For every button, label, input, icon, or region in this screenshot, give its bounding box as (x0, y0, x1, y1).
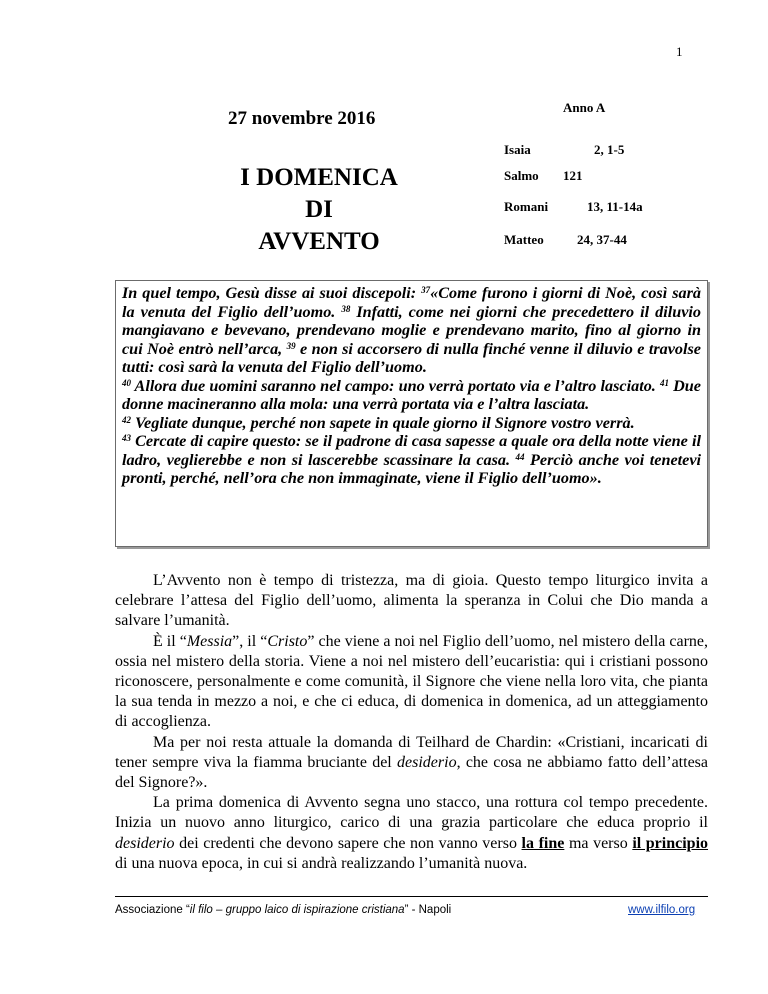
gospel-passage-box (115, 280, 708, 547)
footer-org-name: il filo – gruppo laico di ispirazione cristiana (189, 904, 405, 916)
gospel-text: «Come furono i giorni di Noè, così sarà la venuta del Figlio dell’uomo. (122, 284, 701, 321)
commentary-text: La prima domenica di Avvento segna uno stacco, una rottura col tempo precedente. Inizia un nuovo anno liturgico, carico di una grazia particolare che educa proprio il (115, 794, 708, 832)
commentary-text: , che cosa ne abbiamo fatto dell’attesa del Signore?». (115, 753, 708, 792)
commentary-paragraph: L’Avvento non è tempo di tristezza, ma di gioia. Questo tempo liturgico invita a celebrare l’attesa del Figlio dell’uomo, alimenta la speranza in Colui che Dio manda a salvare l’umanità. (115, 572, 708, 630)
commentary-text: di una nuova epoca, in cui si andrà realizzando l’umanità nuova. (115, 854, 528, 872)
reading-book: Matteo (504, 232, 544, 247)
gospel-text: Vegliate dunque, perché non sapete in quale giorno il Signore vostro verrà. (131, 413, 635, 432)
gospel-text: e non si accorsero di nulla finché venne il diluvio e travolse tutti: così sarà la venuta del Figlio dell’uomo. (122, 339, 701, 376)
emphasis-messia: Messia (186, 632, 233, 650)
commentary-text: Ma per noi resta attuale la domanda di Teilhard de Chardin: «Cristiani, incaricati di tener sempre viva la fiamma bruciante del (115, 733, 708, 771)
commentary (115, 571, 708, 874)
verse-number: 38 (341, 303, 351, 314)
website-link[interactable]: www.ilfilo.org (628, 904, 696, 916)
commentary-paragraph (115, 793, 708, 874)
emphasis-desiderio: desiderio (115, 834, 175, 852)
gospel-text: Allora due uomini saranno nel campo: uno verrà portato via e l’altro lasciato. (131, 376, 660, 395)
footer-divider (115, 896, 708, 897)
gospel-paragraph (122, 377, 701, 414)
verse-number: 42 (122, 414, 131, 425)
emphasis-la-fine: la fine (521, 834, 565, 852)
reading-ref: 13, 11-14a (587, 199, 643, 214)
reading-book: Salmo (504, 168, 539, 183)
title-line-3: AVVENTO (258, 228, 380, 255)
reading-book: Isaia (504, 142, 531, 157)
commentary-text: dei credenti che devono sapere che non vanno verso (174, 834, 522, 852)
commentary-paragraph (115, 733, 708, 794)
date: 27 novembre 2016 (228, 108, 376, 129)
gospel-paragraph (122, 432, 701, 488)
gospel-text: Cercate di capire questo: se il padrone di casa sapesse a quale ora della notte viene il ladro, veglierebbe e non si lascerebbe scassinare la casa. (122, 432, 701, 469)
verse-number: 44 (515, 451, 525, 462)
gospel-paragraph (122, 284, 701, 377)
gospel-text: In quel tempo, Gesù disse ai suoi discepoli: (122, 284, 422, 302)
liturgical-year: Anno A (563, 100, 606, 115)
page-number: 1 (676, 44, 683, 59)
gospel-paragraph (122, 414, 701, 433)
reading-book: Romani (504, 199, 549, 214)
footer-organization (115, 904, 451, 916)
page-title (228, 162, 410, 258)
verse-number: 37 (421, 285, 431, 295)
verse-number: 40 (122, 377, 131, 388)
title-line-2: DI (305, 196, 333, 223)
gospel-text: Infatti, come nei giorni che precedettero il diluvio mangiavano e bevevano, prendevano moglie e prendevano marito, fino al giorno in cui Noè entrò nell’arca, (122, 302, 701, 358)
emphasis-desiderio: desiderio (397, 753, 457, 771)
footer-text: ” - Napoli (404, 904, 452, 916)
commentary-text: ma verso (564, 834, 633, 852)
commentary-text: È il “ (153, 632, 187, 650)
reading-ref: 2, 1-5 (594, 142, 625, 157)
reading-ref: 121 (563, 168, 583, 183)
verse-number: 43 (122, 433, 131, 443)
title-line-1: I DOMENICA (240, 164, 398, 191)
verse-number: 41 (659, 377, 669, 388)
commentary-paragraph (115, 632, 708, 733)
reading-ref: 24, 37-44 (577, 232, 627, 247)
commentary-text: ”, il “ (232, 632, 268, 650)
gospel-text: Perciò anche voi tenetevi pronti, perché, nell’ora che non immaginate, viene il Figlio dell’uomo». (122, 450, 701, 487)
gospel-text: Due donne macineranno alla mola: una verrà portata via e l’altra lasciata. (122, 376, 701, 413)
footer-text: Associazione “ (115, 904, 190, 916)
verse-number: 39 (286, 340, 296, 351)
emphasis-il-principio: il principio (632, 834, 709, 852)
commentary-text: ” che viene a noi nel Figlio dell’uomo, nel mistero della carne, ossia nel mistero della storia. Viene a noi nel mistero dell’eucaristia: qui i cristiani possono riconoscere, personalmente e come comunità, il Signore che viene nella loro vita, che pianta la sua tenda in mezzo a noi, e che ci educa, di domenica in domenica, ad un atteggiamento di accoglienza. (115, 632, 709, 731)
emphasis-cristo: Cristo (267, 632, 308, 650)
